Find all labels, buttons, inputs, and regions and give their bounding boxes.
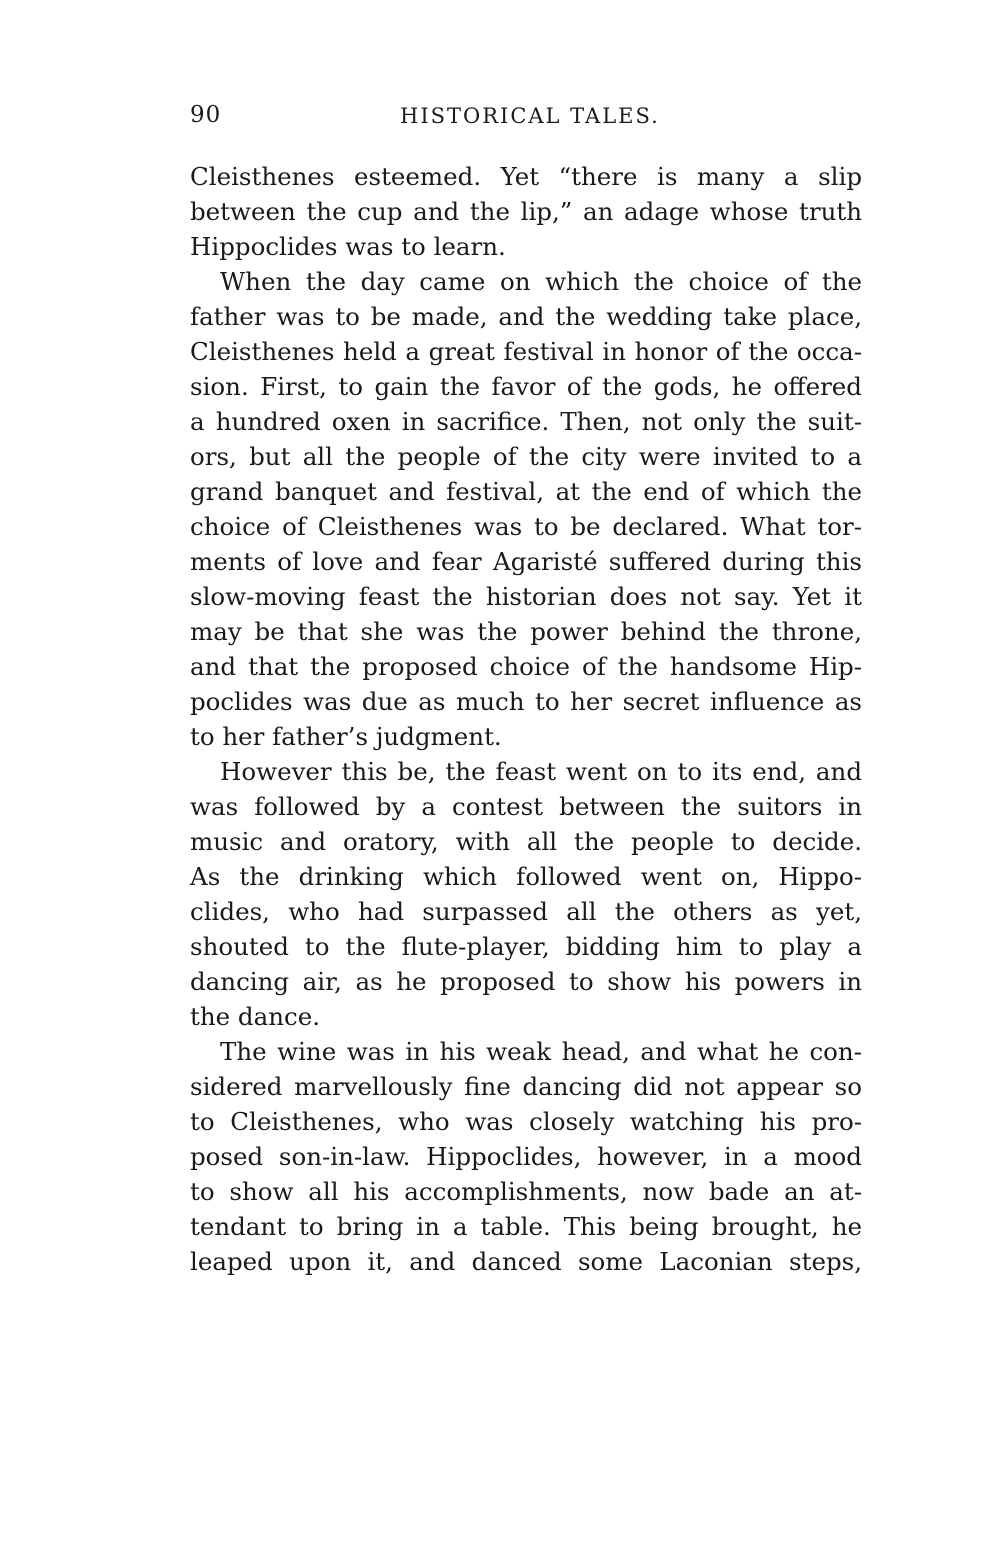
text-line: tendant to bring in a table. This being brought, he	[190, 1212, 862, 1241]
text-line: Cleisthenes esteemed. Yet “there is many a slip	[190, 162, 862, 191]
text-line: Hippoclides was to learn.	[190, 232, 506, 261]
text-line: leaped upon it, and danced some Laconian steps,	[190, 1247, 862, 1276]
running-head	[190, 102, 870, 142]
text-line: to show all his accomplishments, now bade an at-	[190, 1177, 862, 1206]
page-number: 90	[190, 102, 222, 128]
paragraph-first-line: However this be, the feast went on to its end, and	[220, 757, 862, 786]
text-line: clides, who had surpassed all the others as yet,	[190, 897, 862, 926]
text-line: the dance.	[190, 1002, 320, 1031]
text-line: grand banquet and festival, at the end of which the	[190, 477, 862, 506]
text-line: dancing air, as he proposed to show his powers in	[190, 967, 862, 996]
text-line: may be that she was the power behind the throne,	[190, 617, 862, 646]
text-line: Cleisthenes held a great festival in honor of the occa-	[190, 337, 862, 366]
text-line: ors, but all the people of the city were invited to a	[190, 442, 862, 471]
text-line: father was to be made, and the wedding take place,	[190, 302, 862, 331]
text-line: was followed by a contest between the suitors in	[190, 792, 862, 821]
paragraph-first-line: The wine was in his weak head, and what he con-	[220, 1037, 862, 1066]
text-line: shouted to the flute-player, bidding him to play a	[190, 932, 862, 961]
text-line: between the cup and the lip,” an adage whose truth	[190, 197, 862, 226]
text-line: ments of love and fear Agaristé suffered during this	[190, 547, 862, 576]
body-text	[190, 159, 862, 1279]
text-line: to her father’s judgment.	[190, 722, 502, 751]
text-line: and that the proposed choice of the handsome Hip-	[190, 652, 862, 681]
text-line: slow-moving feast the historian does not say. Yet it	[190, 582, 862, 611]
text-line: As the drinking which followed went on, Hippo-	[190, 862, 862, 891]
paragraph-first-line: When the day came on which the choice of the	[220, 267, 862, 296]
text-line: poclides was due as much to her secret influence as	[190, 687, 862, 716]
text-line: to Cleisthenes, who was closely watching his pro-	[190, 1107, 862, 1136]
text-line: sidered marvellously fine dancing did not appear so	[190, 1072, 862, 1101]
text-line: music and oratory, with all the people to decide.	[190, 827, 862, 856]
text-line: choice of Cleisthenes was to be declared. What tor-	[190, 512, 862, 541]
text-line: a hundred oxen in sacrifice. Then, not only the suit-	[190, 407, 862, 436]
running-title: HISTORICAL TALES.	[400, 104, 660, 128]
text-line: sion. First, to gain the favor of the gods, he offered	[190, 372, 862, 401]
text-line: posed son-in-law. Hippoclides, however, in a mood	[190, 1142, 862, 1171]
